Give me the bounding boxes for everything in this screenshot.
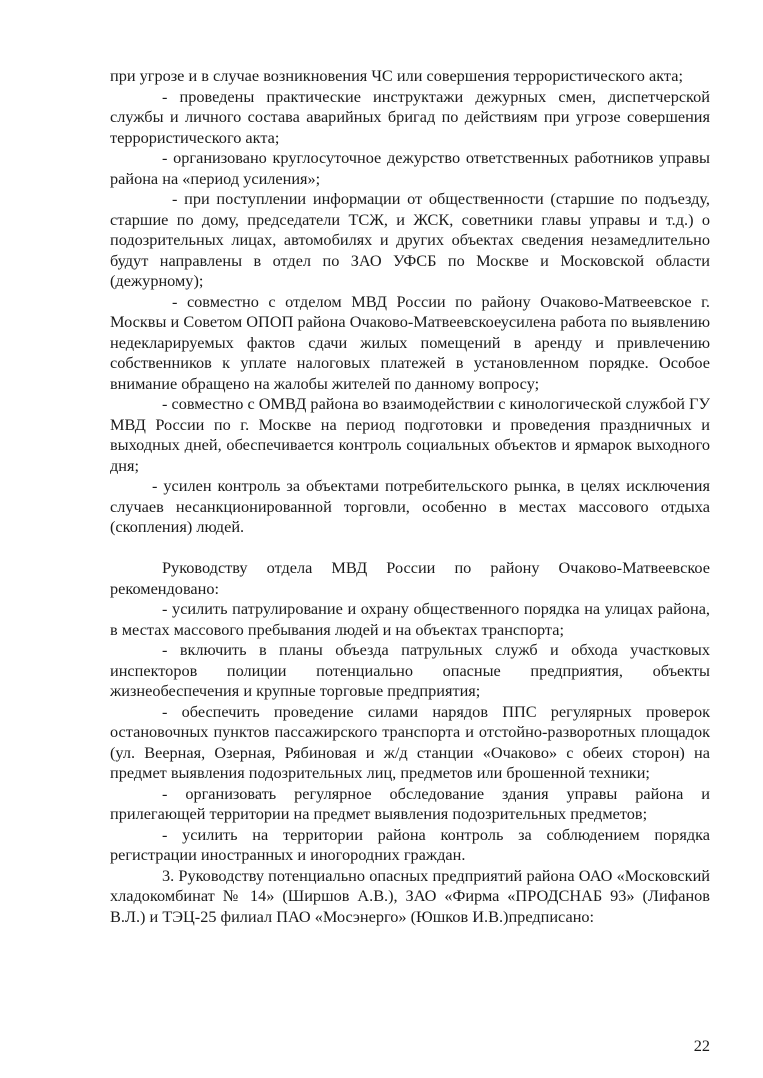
paragraph-inspection-plans: - включить в планы объезда патрульных служб и обхода участковых инспекторов полиции потенциально опасные предприятия, объекты жизнеобеспечения и крупные торговые предприятия; [110,640,710,700]
paragraph-recommendations-heading: Руководству отдела МВД России по району Очаково-Матвеевское рекомендовано: [110,558,710,598]
paragraph-continuation: при угрозе и в случае возникновения ЧС или совершения террористического акта; [110,66,683,85]
document-body [110,66,710,927]
paragraph-building-inspection: - организовать регулярное обследование здания управы района и прилегающей территории на предмет выявления подозрительных предметов; [110,783,710,823]
paragraph-enterprises: 3. Руководству потенциально опасных предприятий района ОАО «Московский хладокомбинат № 14» (Ширшов А.В.), ЗАО «Фирма «ПРОДСНАБ 93» (Лифанов В.Л.) и ТЭЦ-25 филиал ПАО «Мосэнерго» (Юшков И.В.)предписано: [110,865,710,926]
paragraph-mvd-cooperation: - совместно с отделом МВД России по району Очаково-Матвеевское г. Москвы и Советом ОПОП района Очаково-Матвеевскоеусилена работа по выявлению недекларируемых фактов сдачи жилых помещений в аренду и привлечению собственников к уплате налоговых платежей в установленном порядке. Особое внимание обращено на жалобы жителей по данному вопросу; [110,291,710,393]
paragraph-briefings: - проведены практические инструктажи дежурных смен, диспетчерской службы и личного состава аварийных бригад по действиям при угрозе совершения террористического акта; [110,86,710,147]
paragraph-kinology: - совместно с ОМВД района во взаимодействии с кинологической службой ГУ МВД России по г. Москве на период подготовки и проведения праздничных и выходных дней, обеспечивается контроль социальных объектов и ярмарок выходного дня; [110,394,710,475]
paragraph-public-info: - при поступлении информации от общественности (старшие по подъезду, старшие по дому, председатели ТСЖ, и ЖСК, советники главы управы и т.д.) о подозрительных лицах, автомобилях и других объектах сведения незамедлительно будут направлены в отдел по ЗАО УФСБ по Москве и Московской области (дежурному); [110,189,710,290]
paragraph-duty: - организовано круглосуточное дежурство ответственных работников управы района на «период усиления»; [110,148,710,188]
paragraph-market-control: - усилен контроль за объектами потребительского рынка, в целях исключения случаев несанкционированной торговли, особенно в местах массового отдыха (скопления) людей. [110,476,710,536]
paragraph-registration-control: - усилить на территории района контроль за соблюдением порядка регистрации иностранных и иногородних граждан. [110,824,710,864]
paragraph-patrol: - усилить патрулирование и охрану общественного порядка на улицах района, в местах массового пребывания людей и на объектах транспорта; [110,599,710,639]
paragraph-pps-checks: - обеспечить проведение силами нарядов ППС регулярных проверок остановочных пунктов пассажирского транспорта и отстойно-разворотных площадок (ул. Веерная, Озерная, Рябиновая и ж/д станции «Очаково» с обеих сторон) на предмет выявления подозрительных лиц, предметов или брошенной техники; [110,701,710,782]
page-number: 22 [693,1036,710,1055]
paragraph-gap [110,538,710,559]
